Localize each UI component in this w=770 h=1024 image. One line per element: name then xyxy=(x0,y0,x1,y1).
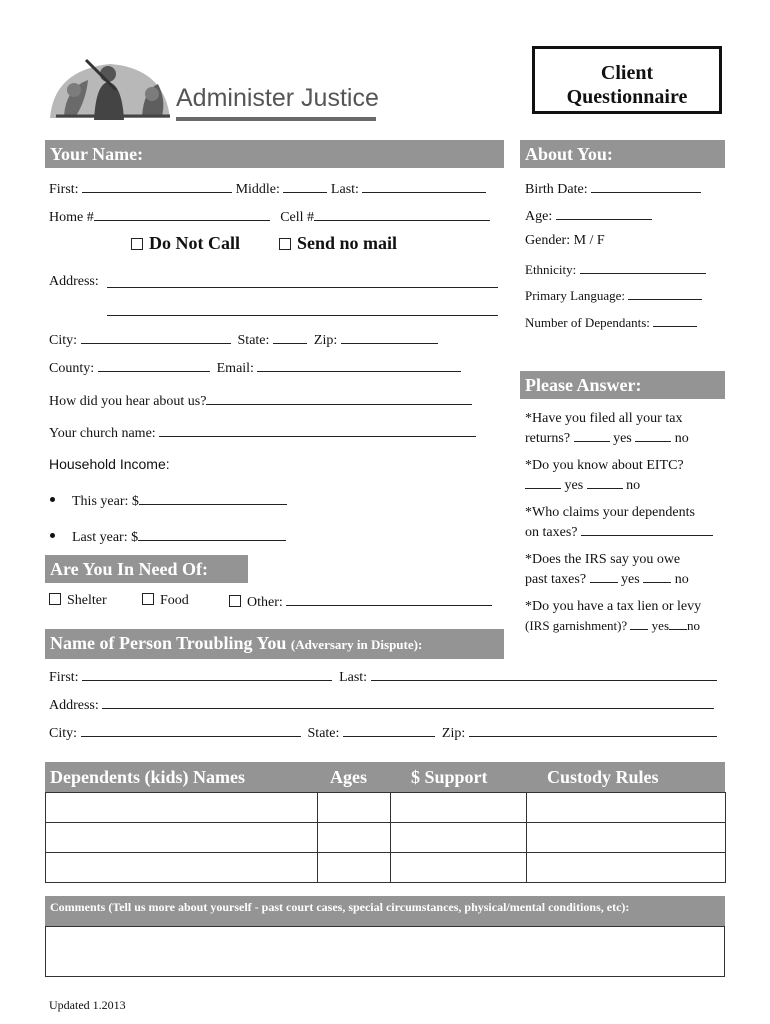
county-label: County: xyxy=(49,361,95,376)
email-label: Email: xyxy=(216,361,254,376)
hear-row xyxy=(49,392,472,410)
birth-row xyxy=(525,180,701,198)
title-line-2: Questionnaire xyxy=(566,86,688,108)
send-no-mail-option[interactable] xyxy=(279,233,397,253)
dependent-custody-cell[interactable] xyxy=(527,793,726,823)
last-label: Last: xyxy=(330,182,359,197)
age-label: Age: xyxy=(525,209,553,224)
other-label: Other: xyxy=(247,595,283,610)
adversary-first-field[interactable] xyxy=(82,668,332,681)
dependent-custody-cell[interactable] xyxy=(527,853,726,883)
dependent-age-cell[interactable] xyxy=(318,793,391,823)
shelter-checkbox[interactable] xyxy=(49,593,61,605)
first-label: First: xyxy=(49,182,79,197)
q5-yes-field[interactable] xyxy=(630,617,648,630)
q1-no-field[interactable] xyxy=(635,429,671,442)
address-field-1[interactable] xyxy=(107,287,498,288)
dependent-name-cell[interactable] xyxy=(46,823,318,853)
comments-header xyxy=(45,896,725,926)
logo-text: Administer Justice xyxy=(176,84,379,112)
dependent-support-cell[interactable] xyxy=(391,823,527,853)
cell-label: Cell # xyxy=(280,210,315,225)
table-row xyxy=(46,823,726,853)
zip-label: Zip: xyxy=(313,333,338,348)
zip-field[interactable] xyxy=(341,331,438,344)
q5-no-label: no xyxy=(687,618,701,633)
q4-yes-label: yes xyxy=(621,572,640,587)
dependants-field[interactable] xyxy=(653,314,697,327)
last-year-label: Last year: $ xyxy=(72,530,139,545)
q4-line-2 xyxy=(525,570,689,588)
q4-no-label: no xyxy=(674,572,689,587)
dependants-label: Number of Dependants: xyxy=(525,315,650,330)
q5-line-2 xyxy=(525,617,700,634)
other-option[interactable] xyxy=(229,593,492,611)
age-field[interactable] xyxy=(556,207,652,220)
dependent-age-cell[interactable] xyxy=(318,853,391,883)
cell-phone-field[interactable] xyxy=(314,208,490,221)
dependent-age-cell[interactable] xyxy=(318,823,391,853)
adversary-state-label: State: xyxy=(307,726,340,741)
language-field[interactable] xyxy=(628,287,702,300)
last-field[interactable] xyxy=(362,180,486,193)
home-label: Home # xyxy=(49,210,94,225)
do-not-call-option[interactable] xyxy=(131,233,240,253)
do-not-call-checkbox[interactable] xyxy=(131,238,143,250)
q2-no-field[interactable] xyxy=(587,476,623,489)
adversary-city-field[interactable] xyxy=(81,724,301,737)
church-field[interactable] xyxy=(159,424,476,437)
q1-line-1: *Have you filed all your tax xyxy=(525,411,683,426)
adversary-city-row xyxy=(49,724,717,742)
first-field[interactable] xyxy=(82,180,232,193)
dependents-header xyxy=(45,762,725,792)
about-you-header: About You: xyxy=(520,140,725,168)
this-year-field[interactable] xyxy=(139,492,287,505)
q1-yes-label: yes xyxy=(613,431,632,446)
send-no-mail-label: Send no mail xyxy=(297,233,398,253)
q1-yes-field[interactable] xyxy=(574,429,610,442)
q2-no-label: no xyxy=(626,478,641,493)
q4-label: past taxes? xyxy=(525,572,587,587)
other-field[interactable] xyxy=(286,593,492,606)
q2-line-2 xyxy=(525,476,640,494)
church-label: Your church name: xyxy=(49,426,156,441)
food-option[interactable] xyxy=(142,593,189,609)
dependent-name-cell[interactable] xyxy=(46,853,318,883)
other-checkbox[interactable] xyxy=(229,595,241,607)
table-row xyxy=(46,853,726,883)
q2-yes-field[interactable] xyxy=(525,476,561,489)
dependents-table xyxy=(45,792,726,883)
bullet-this-year xyxy=(50,497,55,502)
county-field[interactable] xyxy=(98,359,210,372)
church-row xyxy=(49,424,476,442)
adversary-header xyxy=(45,629,504,659)
dependent-support-cell[interactable] xyxy=(391,853,527,883)
dependent-name-cell[interactable] xyxy=(46,793,318,823)
last-year-field[interactable] xyxy=(138,528,286,541)
adversary-last-label: Last: xyxy=(339,670,368,685)
dependants-row xyxy=(525,314,697,331)
title-box xyxy=(532,46,722,114)
q1-line-2 xyxy=(525,429,689,447)
q2-yes-label: yes xyxy=(564,478,584,493)
city-row xyxy=(49,331,438,349)
adversary-address-label: Address: xyxy=(49,698,99,713)
address-field-2[interactable] xyxy=(107,315,498,316)
do-not-call-label: Do Not Call xyxy=(149,233,240,253)
email-field[interactable] xyxy=(257,359,461,372)
food-checkbox[interactable] xyxy=(142,593,154,605)
ethnicity-row xyxy=(525,261,706,278)
language-label: Primary Language: xyxy=(525,288,625,303)
address-label: Address: xyxy=(49,274,99,289)
logo-underline xyxy=(176,117,376,121)
dependents-col-names: Dependents (kids) Names xyxy=(50,767,246,787)
dependent-support-cell[interactable] xyxy=(391,793,527,823)
adversary-name-row xyxy=(49,668,717,686)
table-row xyxy=(46,793,726,823)
q3-line-1: *Who claims your dependents xyxy=(525,505,695,520)
home-phone-field[interactable] xyxy=(94,208,270,221)
adversary-zip-label: Zip: xyxy=(441,726,466,741)
county-row xyxy=(49,359,461,377)
hear-label: How did you hear about us? xyxy=(49,394,207,409)
q5-line-1: *Do you have a tax lien or levy xyxy=(525,599,702,614)
birth-label: Birth Date: xyxy=(525,182,588,197)
first-name-row xyxy=(49,180,486,198)
this-year-row xyxy=(72,492,287,510)
q1-no-label: no xyxy=(674,431,689,446)
this-year-label: This year: $ xyxy=(72,494,139,509)
adversary-title: Name of Person Troubling You xyxy=(50,633,287,653)
ethnicity-label: Ethnicity: xyxy=(525,262,577,277)
city-label: City: xyxy=(49,333,78,348)
adversary-state-field[interactable] xyxy=(343,724,435,737)
middle-label: Middle: xyxy=(235,182,280,197)
state-field[interactable] xyxy=(273,331,307,344)
q2-line-1: *Do you know about EITC? xyxy=(525,458,684,473)
comments-header-text: Comments (Tell us more about yourself - past court cases, special circumstances, physical/mental conditions, etc): xyxy=(50,900,630,914)
dependents-col-custody: Custody Rules xyxy=(547,767,659,787)
language-row xyxy=(525,287,702,304)
dependent-custody-cell[interactable] xyxy=(527,823,726,853)
adversary-last-field[interactable] xyxy=(371,668,717,681)
adversary-first-label: First: xyxy=(49,670,79,685)
dependents-col-support: $ Support xyxy=(411,767,488,787)
adversary-address-row xyxy=(49,696,714,714)
q3-field[interactable] xyxy=(581,523,713,536)
phone-row xyxy=(49,208,490,226)
q1-label: returns? xyxy=(525,431,571,446)
birth-field[interactable] xyxy=(591,180,701,193)
adversary-city-label: City: xyxy=(49,726,78,741)
q5-label: (IRS garnishment)? xyxy=(525,618,628,633)
dependents-col-ages: Ages xyxy=(330,767,367,787)
bullet-last-year xyxy=(50,533,55,538)
q5-yes-label: yes xyxy=(651,618,670,633)
send-no-mail-checkbox[interactable] xyxy=(279,238,291,250)
hear-field[interactable] xyxy=(206,392,472,405)
q4-line-1: *Does the IRS say you owe xyxy=(525,552,681,567)
lady-justice-emblem xyxy=(46,50,176,122)
gender-label[interactable]: Gender: M / F xyxy=(525,233,605,248)
comments-field[interactable] xyxy=(45,926,725,977)
your-name-header: Your Name: xyxy=(45,140,504,168)
adversary-address-field[interactable] xyxy=(102,696,714,709)
title-line-1: Client xyxy=(600,62,654,84)
income-label: Household Income: xyxy=(49,456,170,472)
adversary-zip-field[interactable] xyxy=(469,724,717,737)
age-row xyxy=(525,207,652,225)
ethnicity-field[interactable] xyxy=(580,261,706,274)
food-label: Food xyxy=(160,593,189,608)
need-header: Are You In Need Of: xyxy=(45,555,248,583)
last-year-row xyxy=(72,528,286,546)
please-answer-header: Please Answer: xyxy=(520,371,725,399)
q3-line-2 xyxy=(525,523,713,541)
q5-no-field[interactable] xyxy=(669,617,687,630)
q4-yes-field[interactable] xyxy=(590,570,618,583)
middle-field[interactable] xyxy=(283,180,327,193)
q4-no-field[interactable] xyxy=(643,570,671,583)
shelter-option[interactable] xyxy=(49,593,107,609)
adversary-subtitle: (Adversary in Dispute): xyxy=(290,637,423,652)
q3-label: on taxes? xyxy=(525,525,578,540)
state-label: State: xyxy=(237,333,270,348)
updated-footer: Updated 1.2013 xyxy=(49,998,126,1012)
city-field[interactable] xyxy=(81,331,231,344)
shelter-label: Shelter xyxy=(67,593,107,608)
